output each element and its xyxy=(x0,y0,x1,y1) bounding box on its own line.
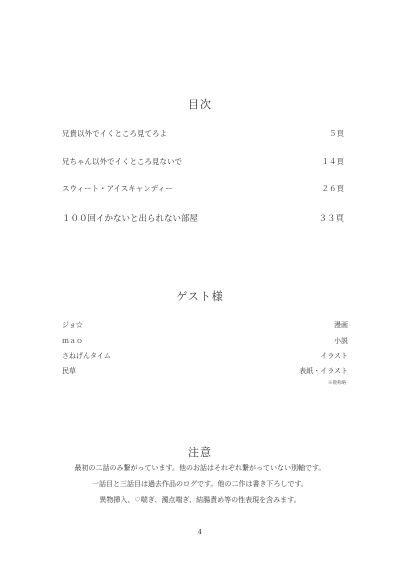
honorific-note: ※敬称略 xyxy=(328,381,346,386)
guest-role: 表紙・イラスト xyxy=(299,367,348,375)
guest-row xyxy=(62,366,348,376)
toc-item xyxy=(62,128,344,139)
toc-heading: 目次 xyxy=(188,98,212,111)
guest-name: ｍａｏ xyxy=(62,337,83,345)
toc-item xyxy=(62,156,344,167)
notice-line: 最初の二話のみ繋がっています。他のお話はそれぞれ繋がっていない別軸です。 xyxy=(74,464,326,472)
guest-role: 小説 xyxy=(334,337,348,345)
guests-heading: ゲスト様 xyxy=(176,290,224,303)
toc-item-page: １４頁 xyxy=(321,157,344,166)
guest-row xyxy=(62,320,348,330)
toc-item-title: １００回イかないと出られない部屋 xyxy=(62,214,199,224)
toc-item-page: ２６頁 xyxy=(321,184,344,193)
guest-role: イラスト xyxy=(320,352,348,360)
guest-role: 漫画 xyxy=(334,321,348,329)
guest-row xyxy=(62,336,348,346)
toc-item-title: スウィート・アイスキャンディー xyxy=(62,184,173,193)
toc-item-title: 兄貴以外でイくところ見てろよ xyxy=(62,129,167,138)
toc-item xyxy=(62,212,344,224)
toc-item-title: 兄ちゃん以外でイくところ見ないで xyxy=(62,157,182,166)
toc-item-page: ５頁 xyxy=(329,129,344,138)
toc-item xyxy=(62,183,344,194)
guest-name: さねげんタイム xyxy=(62,352,111,360)
guest-name: 民草 xyxy=(62,367,76,375)
notice-heading: 注意 xyxy=(188,446,212,459)
toc-item-page: ３３頁 xyxy=(318,214,344,224)
notice-line: 一話目と三話目は過去作品のログです。他の二作は書き下ろしです。 xyxy=(92,480,308,488)
guest-name: ジョ☆ xyxy=(62,321,83,329)
guest-row xyxy=(62,351,348,361)
notice-line: 異物挿入、♡喘ぎ、濁点喘ぎ、結腸責め等の性表現を含みます。 xyxy=(99,496,301,504)
page-number: 4 xyxy=(197,528,203,536)
